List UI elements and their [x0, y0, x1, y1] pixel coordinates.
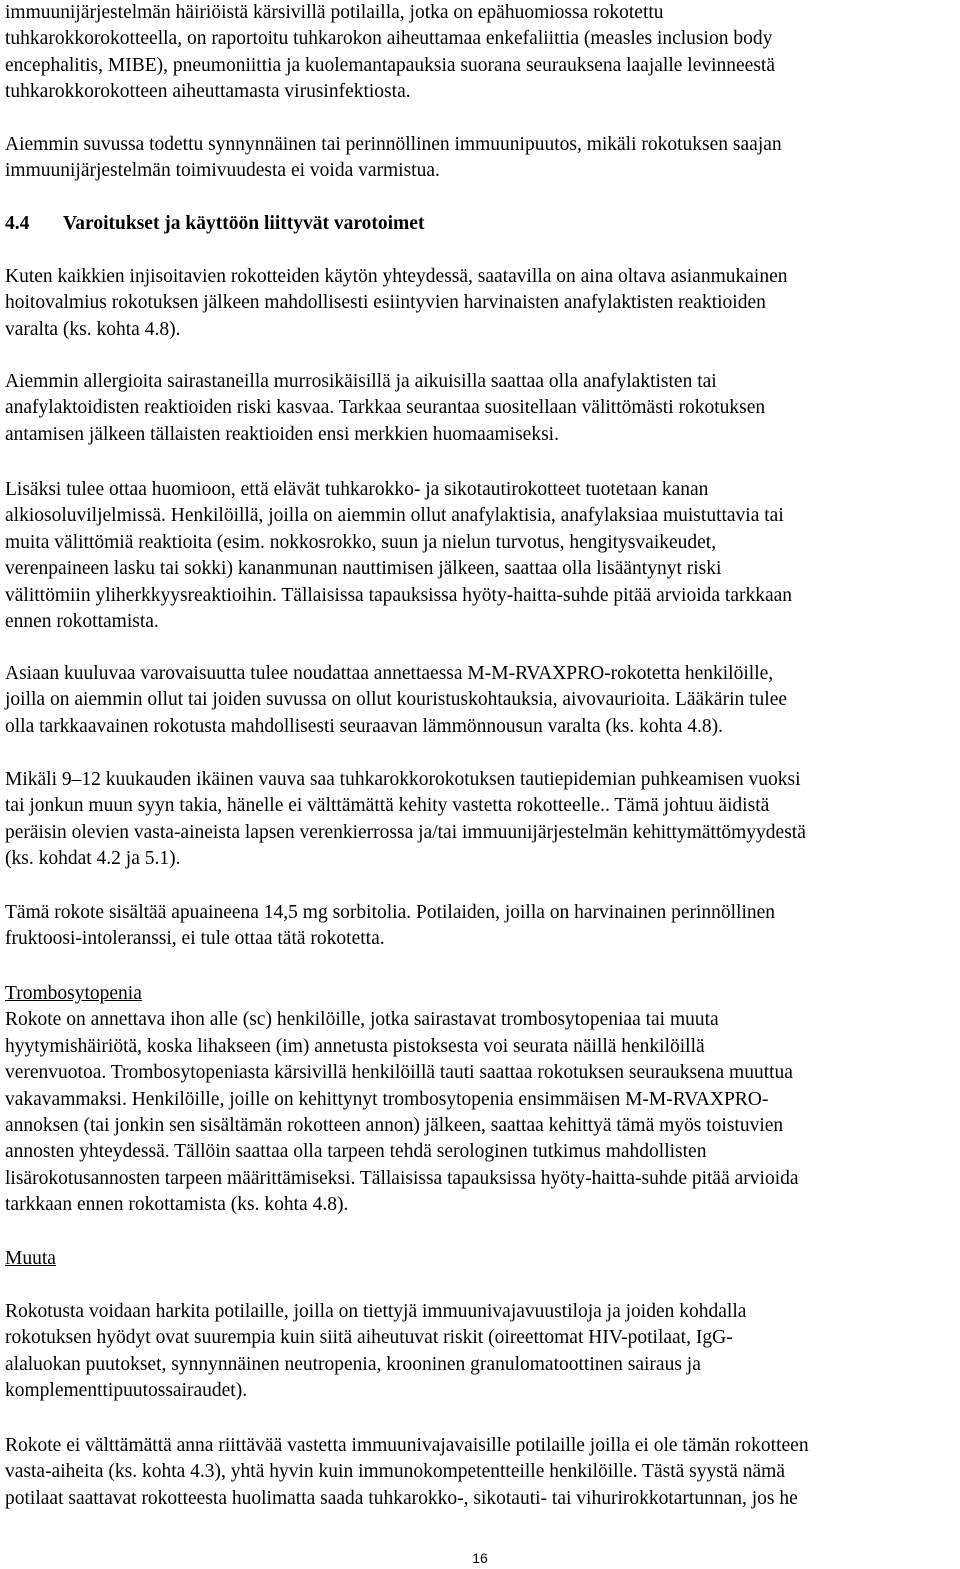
section-number: 4.4	[5, 213, 30, 234]
infant-response-paragraph	[5, 767, 955, 873]
text-line: Kuten kaikkien injisoitavien rokotteiden käytön yhteydessä, saatavilla on aina oltava asianmukainen	[5, 266, 788, 287]
text-line: tarkkaan ennen rokottamista (ks. kohta 4.8).	[5, 1194, 349, 1216]
text-line: vasta-aiheita (ks. kohta 4.3), yhtä hyvin kuin immunokompetentteille henkilöille. Tästä syystä nämä	[5, 1461, 786, 1483]
text-line: varalta (ks. kohta 4.8).	[5, 318, 181, 340]
other-heading-block	[5, 1246, 955, 1272]
text-line: alaluokan puutokset, synnynnäinen neutropenia, krooninen granulomatoottinen sairaus ja	[5, 1353, 701, 1375]
text-line: Tämä rokote sisältää apuaineena 14,5 mg sorbitolia. Potilaiden, joilla on harvinainen perinnöllinen	[5, 902, 776, 923]
family-history-paragraph	[5, 132, 955, 185]
text-line: fruktoosi-intoleranssi, ei tule ottaa tätä rokotetta.	[5, 928, 385, 950]
section-title: Varoitukset ja käyttöön liittyvät varotoimet	[63, 213, 425, 234]
text-line: Asiaan kuuluvaa varovaisuutta tulee noudattaa annettaessa M-M-RVAXPRO-rokotetta henkilöille,	[5, 663, 774, 684]
page-number: 16	[472, 1550, 488, 1566]
allergy-risk-paragraph	[5, 369, 955, 448]
text-line: tai jonkun muun syyn takia, hänelle ei välttämättä kehity vastetta rokotteelle.. Tämä johtuu äidistä	[5, 795, 770, 817]
text-line: immuunijärjestelmän toimivuudesta ei voida varmistua.	[5, 160, 440, 182]
text-line: Aiemmin suvussa todettu synnynnäinen tai perinnöllinen immuunipuutos, mikäli rokotuksen saajan	[5, 134, 782, 155]
text-line: Rokote on annettava ihon alle (sc) henkilöille, jotka sairastavat trombosytopeniaa tai muuta	[5, 1009, 719, 1031]
thrombocytopenia-heading: Trombosytopenia	[5, 983, 142, 1004]
text-line: Lisäksi tulee ottaa huomioon, että elävät tuhkarokko- ja sikotautirokotteet tuotetaan kanan	[5, 479, 709, 500]
thrombocytopenia-section	[5, 981, 955, 1219]
text-line: ennen rokottamista.	[5, 611, 159, 633]
text-line: tuhkarokkorokotteella, on raportoitu tuhkarokon aiheuttamaa enkefaliittia (measles inclusion body	[5, 28, 773, 50]
text-line: verenpaineen lasku tai sokki) kananmunan nauttimisen jälkeen, saattaa olla lisääntynyt riski	[5, 558, 722, 580]
text-line: hyytymishäiriötä, koska lihakseen (im) annetusta pistoksesta voi seurata näillä henkilöillä	[5, 1035, 705, 1057]
text-line: vakavammaksi. Henkilöille, joille on kehittynyt trombosytopenia ensimmäisen M-M-RVAXPRO-	[5, 1088, 769, 1110]
text-line: Mikäli 9–12 kuukauden ikäinen vauva saa tuhkarokkorokotuksen tautiepidemian puhkeamisen vuoksi	[5, 769, 801, 790]
text-line: annosten yhteydessä. Tällöin saattaa olla tarpeen tehdä serologinen tutkimus mahdollisten	[5, 1141, 707, 1163]
text-line: välittömiin yliherkkyysreaktioihin. Tällaisissa tapauksissa hyöty-haitta-suhde pitää arvioida tarkkaan	[5, 584, 793, 606]
text-line: annoksen (tai jonkin sen sisältämän rokotteen annon) jälkeen, saattaa kehittyä tämä myös toistuvien	[5, 1115, 784, 1137]
other-heading: Muuta	[5, 1248, 56, 1269]
text-line: immuunijärjestelmän häiriöistä kärsivillä potilailla, jotka on epähuomiossa rokotettu	[5, 2, 664, 23]
text-line: (ks. kohdat 4.2 ja 5.1).	[5, 848, 181, 870]
sorbitol-paragraph	[5, 900, 955, 953]
section-heading-line	[5, 211, 955, 237]
text-line: Aiemmin allergioita sairastaneilla murrosikäisillä ja aikuisilla saattaa olla anafylaktisten tai	[5, 371, 717, 392]
text-line: olla tarkkaavainen rokotusta mahdollisesti seuraavan lämmönnousun varalta (ks. kohta 4.8).	[5, 715, 724, 737]
text-line: peräisin olevien vasta-aineista lapsen verenkierrossa ja/tai immuunijärjestelmän kehittymättömyydestä	[5, 821, 806, 843]
text-line: muita välittömiä reaktioita (esim. nokkosrokko, suun ja nielun turvotus, hengitysvaikeudet,	[5, 531, 717, 553]
anaphylaxis-readiness-paragraph	[5, 264, 955, 343]
section-heading	[5, 211, 955, 237]
text-line: Rokotusta voidaan harkita potilaille, joilla on tiettyjä immuunivajavuustiloja ja joiden kohdalla	[5, 1301, 747, 1322]
immunodeficiency-paragraph	[5, 1299, 955, 1405]
text-line: potilaat saattavat rokotteesta huolimatta saada tuhkarokko-, sikotauti- tai vihurirokkotartunnan, jos he	[5, 1487, 798, 1509]
text-line: alkiosoluviljelmissä. Henkilöillä, joilla on aiemmin ollut anafylaktisia, anafylaksiaa muistuttavia tai	[5, 505, 784, 527]
text-line: encephalitis, MIBE), pneumoniittia ja kuolemantapauksia suorana seurauksena laajalle levinneestä	[5, 54, 775, 76]
text-line: hoitovalmius rokotuksen jälkeen mahdollisesti esiintyvien harvinaisten anafylaktisten reaktioiden	[5, 292, 766, 314]
text-line: tuhkarokkorokotteen aiheuttamasta virusinfektiosta.	[5, 81, 411, 103]
text-line: verenvuotoa. Trombosytopeniasta kärsivillä henkilöillä tauti saattaa rokotuksen seurauksena muuttua	[5, 1062, 793, 1084]
continuation-paragraph	[5, 0, 955, 106]
egg-allergy-paragraph	[5, 477, 955, 635]
text-line: antamisen jälkeen tällaisten reaktioiden ensi merkkien huomaamiseksi.	[5, 423, 559, 445]
response-limitation-paragraph	[5, 1433, 955, 1512]
text-line: Rokote ei välttämättä anna riittävää vastetta immuunivajavaisille potilaille joilla ei ole tämän rokotteen	[5, 1435, 809, 1456]
text-line: anafylaktoidisten reaktioiden riski kasvaa. Tarkkaa seurantaa suositellaan välittömästi rokotuksen	[5, 397, 766, 419]
text-line: joilla on aiemmin ollut tai joiden suvussa on ollut kouristuskohtauksia, aivovaurioita. Lääkärin tulee	[5, 689, 788, 711]
text-line: rokotuksen hyödyt ovat suurempia kuin siitä aiheutuvat riskit (oireettomat HIV-potilaat, IgG-	[5, 1327, 733, 1349]
text-line: lisärokotusannosten tarpeen määrittämiseksi. Tällaisissa tapauksissa hyöty-haitta-suhde pitää arvioida	[5, 1167, 799, 1189]
seizure-caution-paragraph	[5, 661, 955, 740]
text-line: komplementtipuutossairaudet).	[5, 1380, 248, 1402]
